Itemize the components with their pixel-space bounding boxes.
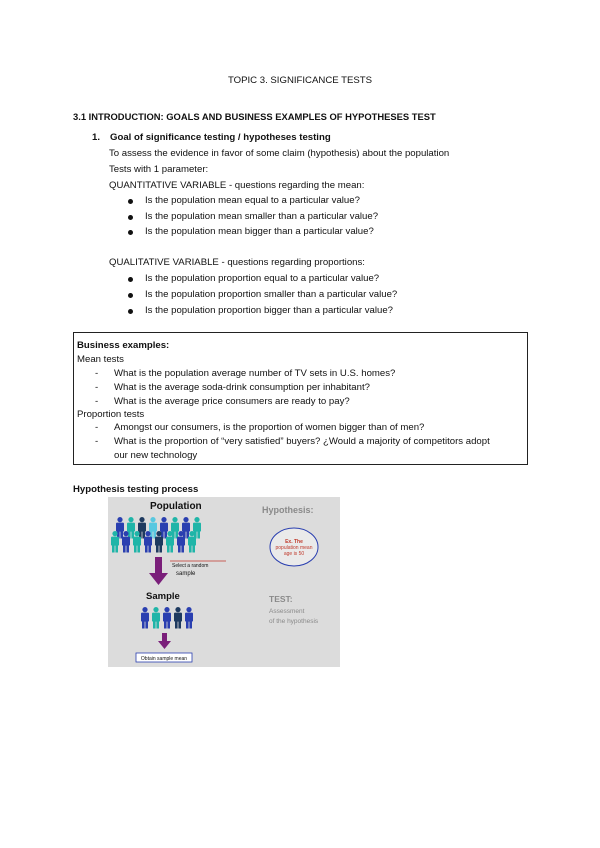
hypothesis-text: Ex. The — [285, 539, 303, 545]
bullet-icon — [128, 215, 133, 220]
goal-heading-text: Goal of significance testing / hypotheses testing — [110, 132, 331, 143]
business-heading: Business examples: — [77, 340, 170, 351]
mean-tests-label: Mean tests — [77, 354, 124, 365]
qualitative-label: QUALITATIVE VARIABLE - questions regarding proportions: — [109, 257, 365, 268]
select-label: Select a random — [172, 563, 209, 569]
goal-line: Tests with 1 parameter: — [109, 164, 209, 175]
section-heading: 3.1 INTRODUCTION: GOALS AND BUSINESS EXAMPLES OF HYPOTHESES TEST — [73, 111, 436, 122]
page-title: TOPIC 3. SIGNIFICANCE TESTS — [227, 75, 373, 86]
select-label: sample — [176, 571, 196, 577]
hypothesis-process-diagram — [108, 497, 340, 667]
hypothesis-text: population mean — [275, 545, 313, 551]
test-text: of the hypothesis — [269, 618, 319, 625]
goal-line: QUANTITATIVE VARIABLE - questions regarding the mean: — [109, 180, 365, 191]
goal-line: To assess the evidence in favor of some claim (hypothesis) about the population — [109, 148, 450, 159]
hypothesis-label: Hypothesis: — [262, 505, 314, 515]
process-heading: Hypothesis testing process — [73, 484, 199, 495]
sample-icon — [141, 607, 193, 629]
hypothesis-text: age is 50 — [283, 551, 305, 557]
test-text: Assessment — [269, 608, 305, 615]
population-label: Population — [150, 501, 202, 512]
bullet-icon — [128, 277, 133, 282]
select-arrow-icon — [149, 557, 168, 585]
goal-number: 1. — [92, 132, 101, 143]
obtain-arrow-icon — [158, 633, 171, 649]
bullet-icon — [128, 309, 133, 314]
test-label: TEST: — [269, 594, 293, 604]
population-icon — [111, 517, 201, 553]
bullet-icon — [128, 199, 133, 204]
sample-label: Sample — [146, 591, 180, 602]
goal-heading — [92, 132, 331, 143]
proportion-tests-label: Proportion tests — [77, 409, 145, 420]
bullet-icon — [128, 293, 133, 298]
obtain-label: Obtain sample mean — [140, 656, 188, 662]
bullet-icon — [128, 230, 133, 235]
